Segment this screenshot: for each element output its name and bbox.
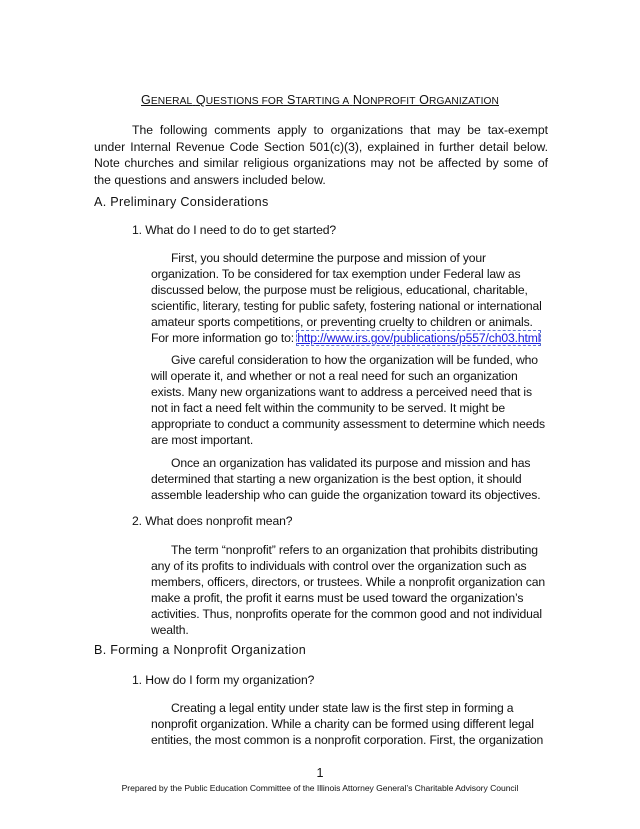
paragraph-a1-2: Give careful consideration to how the organization will be funded, who will operate it, and whether or not a real need for such an organization exists. Many new organizations want to address a perceived need that is not in fact a need felt within the community to be served. It might be appropriate to conduct a community assessment to determine which needs are most important. (151, 353, 545, 448)
question-b1: 1. How do I form my organization? (132, 673, 315, 687)
page-footer: Prepared by the Public Education Committee of the Illinois Attorney General’s Charitable Advisory Council (121, 783, 519, 793)
section-heading-a: A. Preliminary Considerations (94, 195, 269, 209)
page-number: 1 (316, 766, 324, 780)
paragraph-text: First, you should determine the purpose and mission of your organization. To be considered for tax exemption under Federal law as discussed below, the purpose must be religious, educational, charitable, scientific, literary, testing for public safety, fostering national or international amateur sports competitions, or preventing cruelty to children or animals. For more information go to: (151, 251, 542, 346)
intro-paragraph: The following comments apply to organizations that may be tax-exempt under Internal Revenue Code Section 501(c)(3), explained in further detail below. Note churches and similar religious organizations may not be affected by some of the questions and answers included below. (94, 123, 548, 187)
irs-publication-link[interactable]: http://www.irs.gov/publications/p557/ch03.html (297, 331, 541, 346)
section-heading-b: B. Forming a Nonprofit Organization (94, 643, 307, 657)
question-a1: 1. What do I need to do to get started? (132, 223, 337, 237)
paragraph-b1-1: Creating a legal entity under state law is the first step in forming a nonprofit organization. While a charity can be formed using different legal entities, the most common is a nonprofit corporation. First, the organization (151, 701, 544, 748)
paragraph-a2-1: The term “nonprofit” refers to an organization that prohibits distributing any of its profits to individuals with control over the organization such as members, officers, directors, or trustees. While a nonprofit organization can make a profit, the profit it earns must be used toward the organization’s activities. Thus, nonprofits operate for the common good and not individual wealth. (151, 543, 545, 638)
question-a2: 2. What does nonprofit mean? (132, 514, 293, 528)
page-title: GENERAL QUESTIONS FOR STARTING A NONPROFIT ORGANIZATION (141, 93, 499, 107)
paragraph-a1-3: Once an organization has validated its purpose and mission and has determined that starting a new organization is the best option, it should assemble leadership who can guide the organization toward its objectives. (151, 456, 541, 503)
paragraph-a1-1 (151, 250, 551, 347)
